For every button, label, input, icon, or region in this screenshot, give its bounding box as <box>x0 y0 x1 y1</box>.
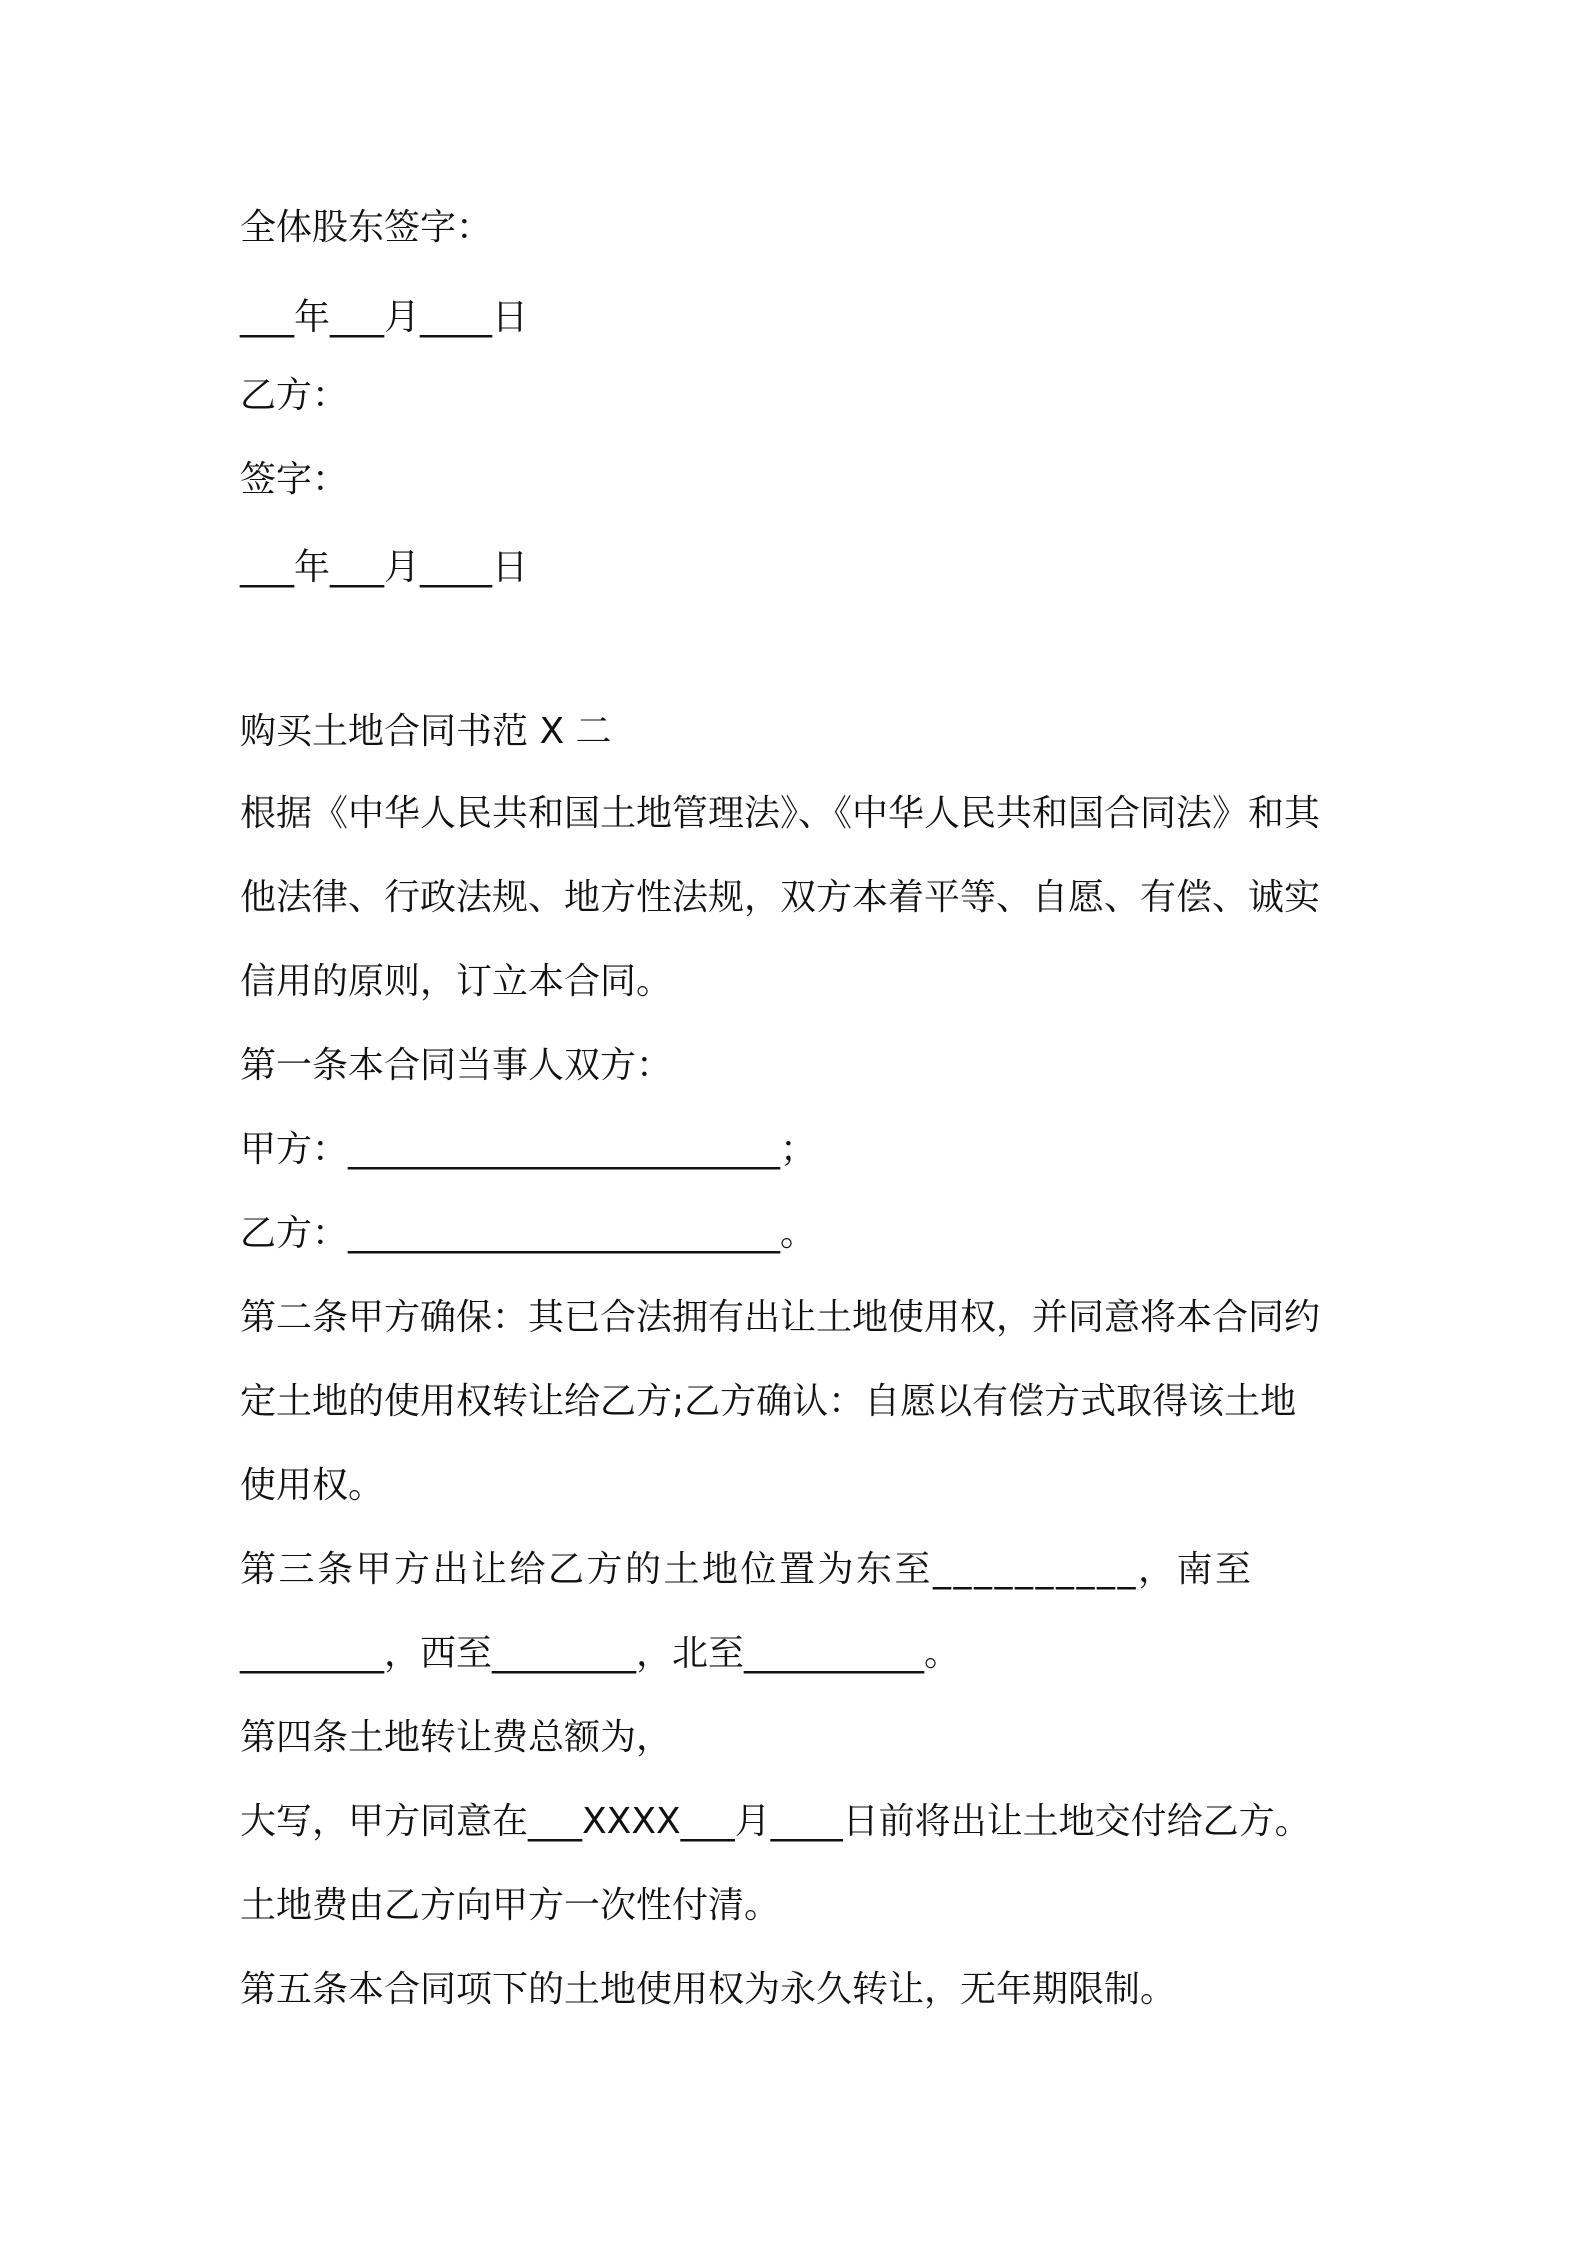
party-b-label: 乙方： <box>240 375 349 416</box>
article2-line: 第二条甲方确保：其已合法拥有出让土地使用权，并同意将本合同约 <box>240 1297 1321 1338</box>
preamble-line: 信用的原则，订立本合同。 <box>240 961 673 1002</box>
article4-line: 土地费由乙方向甲方一次性付清。 <box>240 1885 781 1926</box>
preamble-line: 他法律、行政法规、地方性法规，双方本着平等、自愿、有偿、诚实 <box>240 877 1321 918</box>
article3-line: 第三条甲方出让给乙方的土地位置为东至__________，南至 <box>240 1549 1254 1590</box>
date-line: ___年___月____日 <box>240 547 529 588</box>
article5-line: 第五条本合同项下的土地使用权为永久转让，无年期限制。 <box>240 1969 1177 2010</box>
signature-label: 签字： <box>240 459 349 500</box>
article4-line: 大写，甲方同意在___XXXX___月____日前将出让土地交付给乙方。 <box>240 1801 1311 1842</box>
article1-heading: 第一条本合同当事人双方： <box>240 1045 673 1086</box>
party-a-line: 甲方：________________________； <box>240 1129 817 1170</box>
article4-line: 第四条土地转让费总额为， <box>240 1717 673 1758</box>
preamble-line: 根据《中华人民共和国土地管理法》、《中华人民共和国合同法》和其 <box>240 793 1321 834</box>
article2-line: 定土地的使用权转让给乙方;乙方确认：自愿以有偿方式取得该土地 <box>240 1381 1297 1422</box>
party-b-line: 乙方：________________________。 <box>240 1213 817 1254</box>
date-line: ___年___月____日 <box>240 297 529 338</box>
article3-line: ________，西至________，北至__________。 <box>240 1633 961 1674</box>
article2-line: 使用权。 <box>240 1465 385 1506</box>
all-shareholders-signature-label: 全体股东签字： <box>240 207 493 248</box>
contract-title: 购买土地合同书范 X 二 <box>240 711 612 752</box>
